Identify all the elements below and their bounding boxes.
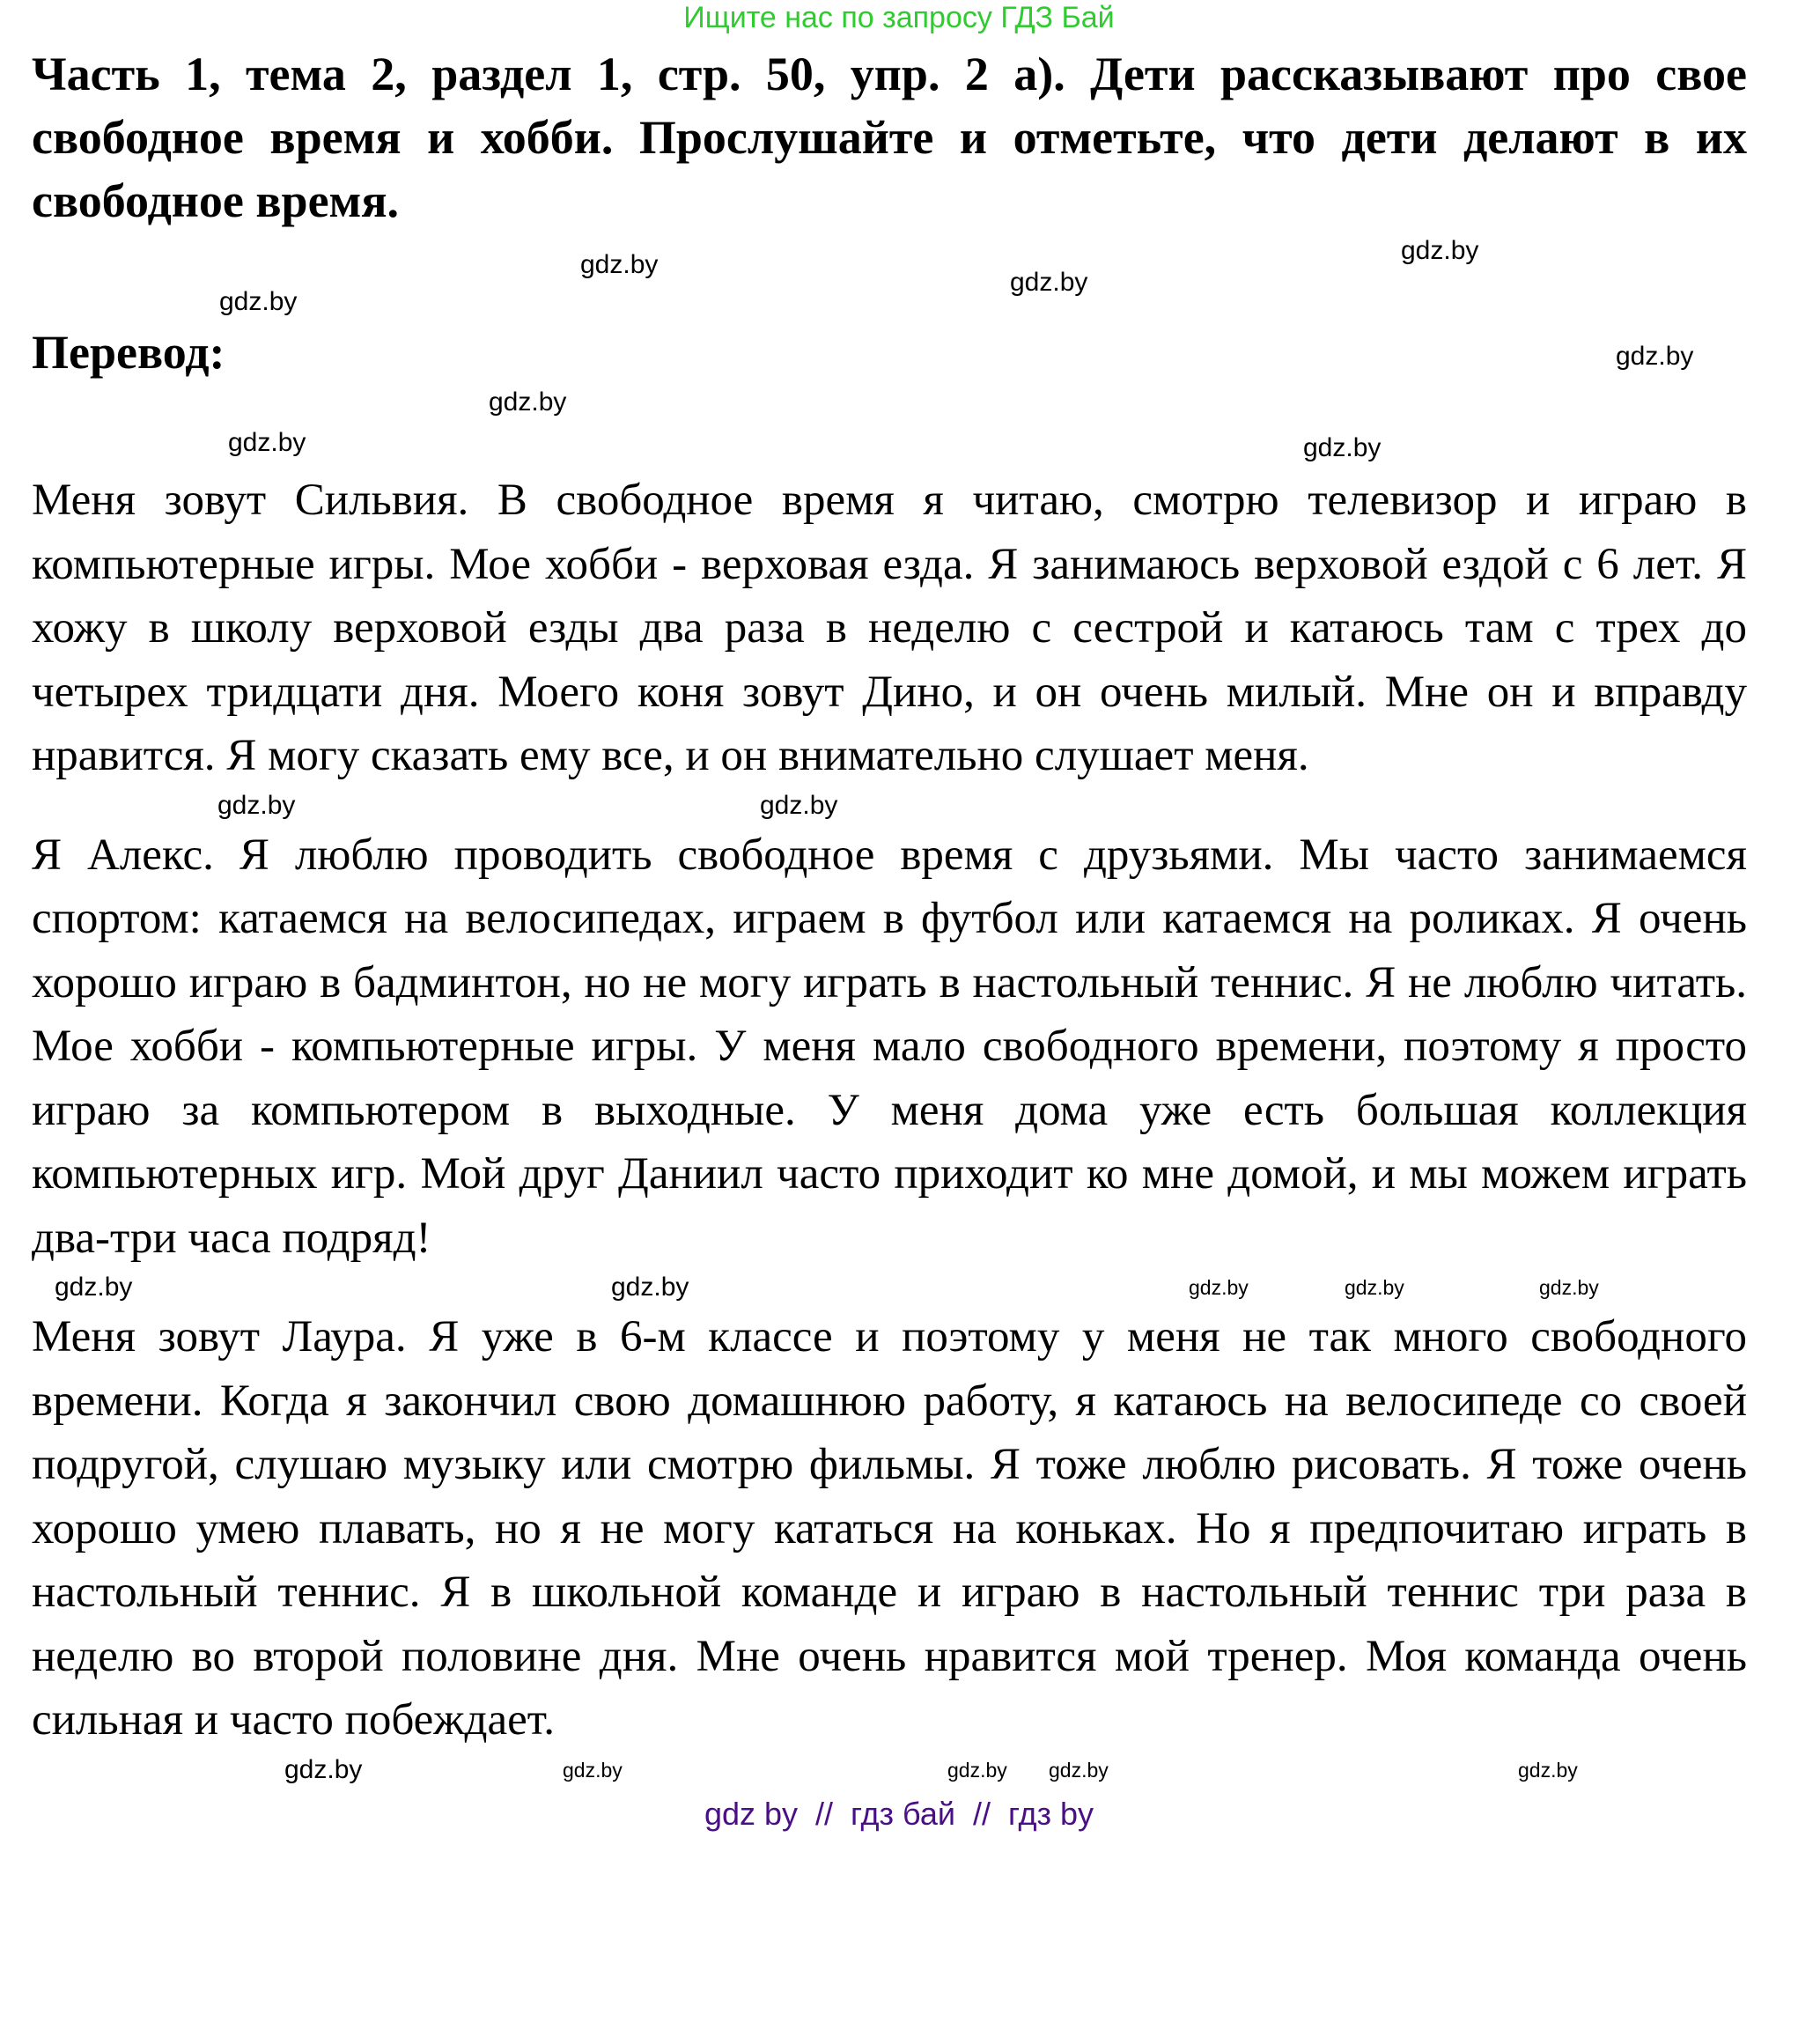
watermark: gdz.by bbox=[563, 1758, 623, 1782]
paragraph-alex: Я Алекс. Я люблю проводить свободное время с друзьями. Мы часто занимаемся спортом: катаемся на велосипедах, играем в футбол или катаемся на роликах. Я очень хорошо играю в бадминтон, но не могу играть в настольный теннис. Я не люблю читать. Мое хобби - компьютерные игры. У меня мало свободного времени, поэтому я просто играю за компьютером в выходные. У меня дома уже есть большая коллекция компьютерных игр. Мой друг Даниил часто приходит ко мне домой, и мы можем играть два-три часа подряд! bbox=[32, 830, 1747, 1263]
watermark: gdz.by bbox=[1189, 1276, 1249, 1299]
paragraph-silvia: Меня зовут Сильвия. В свободное время я читаю, смотрю телевизор и играю в компьютерные игры. Мое хобби - верховая езда. Я занимаюсь верховой ездой с 6 лет. Я хожу в школу верховой езды два раза в неделю с сестрой и катаюсь там с трех до четырех тридцати дня. Моего коня зовут Дино, и он очень милый. Мне он и вправду нравится. Я могу сказать ему все, и он внимательно слушает меня. bbox=[32, 476, 1747, 780]
watermark: gdz.by bbox=[1010, 268, 1088, 297]
watermark: gdz.by bbox=[55, 1273, 133, 1302]
watermark: gdz.by bbox=[228, 428, 306, 457]
watermark: gdz.by bbox=[219, 287, 298, 316]
watermark: gdz.by bbox=[1401, 236, 1479, 265]
watermark-row bbox=[32, 384, 1747, 469]
watermark-row bbox=[32, 788, 1747, 823]
translation-heading: Перевод: bbox=[32, 326, 225, 379]
watermark: gdz.by bbox=[1049, 1758, 1109, 1782]
watermark: gdz.by bbox=[947, 1758, 1007, 1782]
watermark-row bbox=[32, 1753, 1747, 1788]
watermark: gdz.by bbox=[284, 1754, 363, 1784]
watermark: gdz.by bbox=[760, 790, 838, 820]
watermark: gdz.by bbox=[611, 1273, 689, 1302]
watermark: gdz.by bbox=[489, 387, 567, 417]
watermark: gdz.by bbox=[580, 250, 659, 279]
watermark-row bbox=[32, 232, 1747, 321]
watermark: gdz.by bbox=[1518, 1758, 1578, 1782]
watermark: gdz.by bbox=[1539, 1276, 1599, 1299]
document-body bbox=[0, 42, 1798, 1788]
exercise-title: Часть 1, тема 2, раздел 1, стр. 50, упр. 2 а). Дети рассказывают про свое свободное время и хобби. Прослушайте и отметьте, что дети делают в их свободное время. bbox=[32, 48, 1747, 227]
watermark: gdz.by bbox=[1303, 433, 1382, 462]
watermark: gdz.by bbox=[217, 790, 296, 820]
translation-heading-row bbox=[32, 321, 1747, 384]
search-hint-banner: Ищите нас по запросу ГДЗ Бай bbox=[683, 1, 1115, 34]
footer-site-links: gdz by // гдз бай // гдз by bbox=[704, 1795, 1094, 1832]
paragraph-laura: Меня зовут Лаура. Я уже в 6-м классе и поэтому у меня не так много свободного времени. Когда я закончил свою домашнюю работу, я катаюсь на велосипеде со своей подругой, слушаю музыку или смотрю фильмы. Я тоже люблю рисовать. Я тоже очень хорошо умею плавать, но я не могу кататься на коньках. Но я предпочитаю играть в настольный теннис. Я в школьной команде и играю в настольный теннис три раза в неделю во второй половине дня. Мне очень нравится мой тренер. Моя команда очень сильная и часто побеждает. bbox=[32, 1312, 1747, 1745]
watermark: gdz.by bbox=[1345, 1276, 1404, 1299]
watermark-row bbox=[32, 1270, 1747, 1305]
watermark: gdz.by bbox=[1616, 342, 1694, 371]
